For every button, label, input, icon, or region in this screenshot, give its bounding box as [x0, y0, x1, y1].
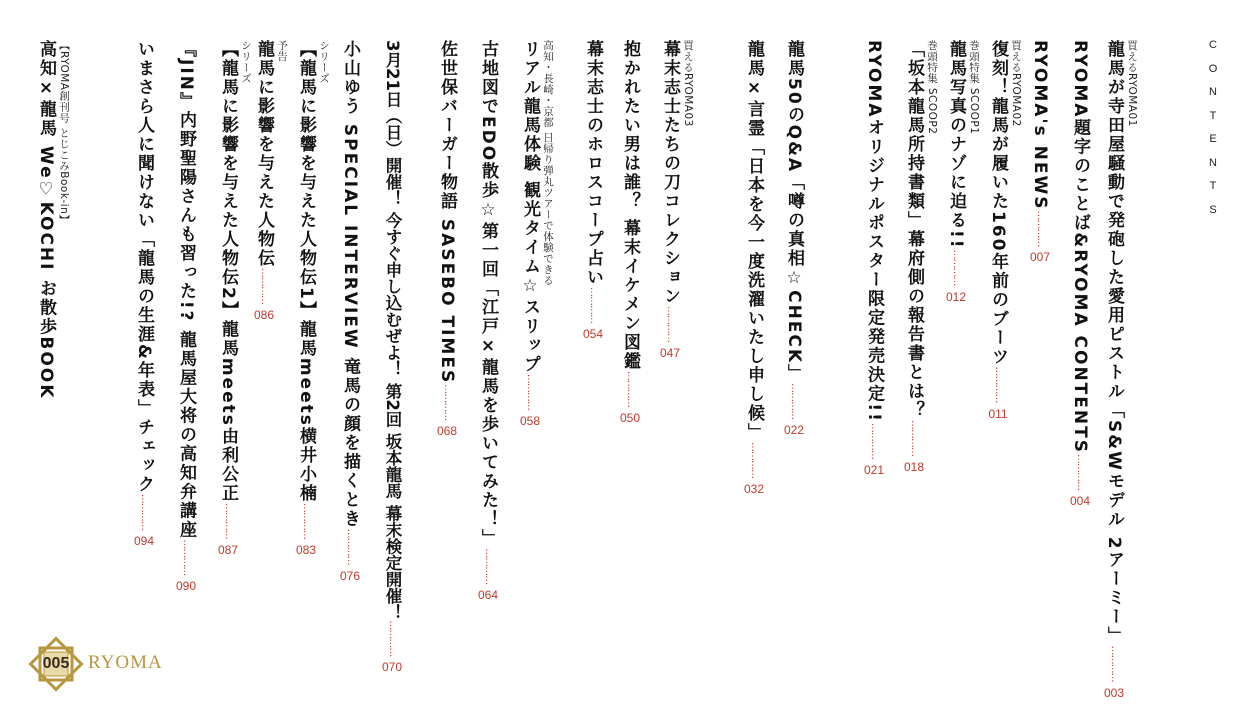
entry-kicker: 巻頭特集 SCOOP1: [968, 40, 981, 135]
entry-page-number: 021: [864, 462, 885, 477]
entry-page-number: 058: [520, 413, 541, 428]
entry-page-number: 047: [660, 346, 681, 360]
heading-letter: E: [1209, 133, 1217, 145]
entry-title: 龍馬に影響を与えた人物伝: [254, 40, 275, 268]
leader-dots: …………: [387, 620, 399, 657]
entry-page-number: 054: [583, 327, 604, 341]
entry-kicker: シリーズ: [318, 40, 331, 84]
entry-title: 高知×龍馬 We♡KOCHI お散歩BOOK: [36, 40, 56, 400]
contents-entry[interactable]: [864, 40, 884, 477]
entry-title: 古地図でEDO散歩☆第一回「江戸×龍馬を歩いてみた！」: [478, 40, 499, 549]
contents-entry[interactable]: [946, 40, 981, 304]
entry-kicker: 買えるRYOMA01: [1126, 40, 1139, 127]
contents-entry[interactable]: [660, 40, 695, 360]
leader-dots: …………: [223, 502, 235, 539]
leader-dots: …………: [951, 249, 963, 286]
entry-title: RYOMA's NEWS: [1030, 40, 1051, 211]
entry-title: 【龍馬に影響を与えた人物伝1】龍馬meets横井小楠: [296, 40, 317, 503]
page-number: 005: [42, 655, 70, 672]
entry-title: いまさら人に聞けない「龍馬の生涯&年表」チェック: [134, 40, 155, 494]
contents-entry[interactable]: [218, 40, 253, 557]
contents-entry[interactable]: [620, 40, 640, 425]
contents-heading: [1206, 38, 1220, 226]
entry-title: 【龍馬に影響を与えた人物伝2】龍馬meets由利公正: [218, 40, 239, 503]
leader-dots: …………: [909, 420, 921, 456]
leader-dots: …………: [1109, 645, 1121, 682]
contents-entry[interactable]: [784, 40, 804, 437]
entry-title: 龍馬写真のナゾに迫る!!: [946, 40, 967, 250]
entry-page-number: 087: [218, 542, 239, 557]
contents-entry[interactable]: [437, 40, 457, 438]
contents-entry[interactable]: [583, 40, 603, 341]
entry-title: 幕末志士のホロスコープ占い: [583, 40, 604, 287]
entry-page-number: 094: [134, 533, 155, 548]
entry-title: 「坂本龍馬所持書類」幕府側の報告書とは？: [904, 40, 925, 420]
entry-page-number: 003: [1104, 685, 1125, 700]
heading-letter: T: [1209, 109, 1217, 122]
heading-letter: O: [1208, 62, 1218, 75]
heading-letter: N: [1209, 156, 1217, 169]
leader-dots: …………: [869, 422, 881, 459]
contents-entry[interactable]: [382, 40, 402, 674]
leader-dots: …………: [588, 287, 600, 323]
leader-dots: …………: [139, 493, 151, 530]
contents-entry[interactable]: [340, 40, 360, 583]
entry-kicker: 買えるRYOMA03: [682, 40, 695, 127]
contents-entry[interactable]: [1104, 40, 1139, 700]
leader-dots: …………: [483, 548, 495, 585]
contents-entry[interactable]: [744, 40, 764, 496]
entry-kicker: 買えるRYOMA02: [1010, 40, 1022, 127]
heading-letter: C: [1209, 39, 1217, 51]
entry-page-number: 090: [176, 579, 197, 594]
heading-letter: N: [1209, 86, 1217, 98]
entry-title: 龍馬×言霊「日本を今一度洗濯いたし申し候」: [744, 40, 765, 442]
entry-page-number: 076: [340, 568, 361, 583]
entry-page-number: 083: [296, 542, 317, 557]
heading-letter: T: [1209, 180, 1217, 192]
entry-page-number: 070: [382, 660, 403, 675]
entry-title: 『JIN』内野聖陽さんも習った!? 龍馬屋大将の高知弁講座: [176, 40, 197, 540]
leader-dots: …………: [789, 383, 801, 420]
entry-kicker: シリーズ: [240, 40, 253, 84]
heading-letter: S: [1209, 203, 1217, 216]
contents-entry[interactable]: [904, 40, 939, 474]
entry-title: 佐世保バーガー物語 SASEBO TIMES: [437, 40, 458, 385]
entry-title: 復刻！龍馬が履いた160年前のブーツ: [988, 40, 1008, 367]
entry-page-number: 086: [254, 308, 275, 322]
entry-title: 龍馬が寺田屋騒動で発砲した愛用ピストル「S&Wモデル 2アーミー」: [1104, 40, 1125, 646]
contents-entry[interactable]: [176, 40, 196, 593]
leader-dots: …………: [345, 528, 357, 565]
contents-entry[interactable]: [520, 40, 555, 428]
entry-title: 抱かれたい男は誰？ 幕末イケメン図鑑: [620, 40, 641, 371]
entry-page-number: 004: [1070, 493, 1091, 508]
entry-page-number: 050: [620, 410, 641, 425]
entry-page-number: 032: [744, 482, 765, 496]
leader-dots: …………: [665, 306, 677, 342]
leader-dots: …………: [525, 373, 537, 410]
entry-kicker: 巻頭特集 SCOOP2: [926, 40, 939, 135]
entry-kicker: 高知・長崎・京都 日帰り弾丸ツアーで体験できる: [542, 40, 555, 286]
entry-title: 龍馬50のQ&A「噂の真相☆CHECK」: [784, 40, 805, 384]
entry-page-number: 007: [1030, 250, 1051, 265]
entry-kicker: 【RYOMA創刊号 とじこみBook-in】: [58, 40, 70, 226]
contents-entry[interactable]: [134, 40, 154, 548]
brand-logo-text: RYOMA: [88, 652, 163, 673]
leader-dots: …………: [1075, 453, 1087, 490]
entry-title: RYOMAオリジナルポスター限定発売決定!!: [864, 40, 885, 423]
leader-dots: …………: [993, 366, 1004, 403]
leader-dots: …………: [625, 370, 637, 407]
contents-entry[interactable]: [1030, 40, 1050, 264]
contents-entry[interactable]: [988, 40, 1023, 421]
entry-title: RYOMA題字のことば&RYOMA CONTENTS: [1070, 40, 1091, 454]
entry-page-number: 018: [904, 460, 925, 474]
entry-page-number: 064: [478, 588, 499, 603]
leader-dots: …………: [1035, 210, 1047, 247]
contents-entry[interactable]: [478, 40, 498, 602]
leader-dots: …………: [301, 502, 313, 539]
entry-title: 幕末志士たちの刀コレクション: [660, 40, 681, 306]
leader-dots: …………: [259, 268, 271, 304]
entry-title: 3月21日（日）開催！ 今すぐ申し込むぜよ！ 第2回 坂本龍馬 幕末検定開催！: [383, 40, 403, 621]
entry-page-number: 011: [988, 406, 1008, 421]
entry-page-number: 012: [946, 289, 967, 304]
leader-dots: …………: [181, 539, 193, 576]
leader-dots: …………: [442, 384, 454, 421]
entry-title: 小山ゆう SPECIAL INTERVIEW 竜馬の顔を描くとき: [340, 40, 361, 529]
contents-entry[interactable]: [36, 40, 71, 399]
entry-page-number: 022: [784, 423, 805, 438]
contents-entry[interactable]: [296, 40, 331, 557]
contents-entry[interactable]: [254, 40, 289, 322]
entry-kicker: 予告: [276, 40, 289, 62]
entry-page-number: 068: [437, 424, 458, 439]
leader-dots: …………: [749, 442, 761, 478]
contents-entry[interactable]: [1070, 40, 1090, 508]
entry-title: リアル龍馬体験 観光タイム☆スリップ: [520, 40, 541, 374]
